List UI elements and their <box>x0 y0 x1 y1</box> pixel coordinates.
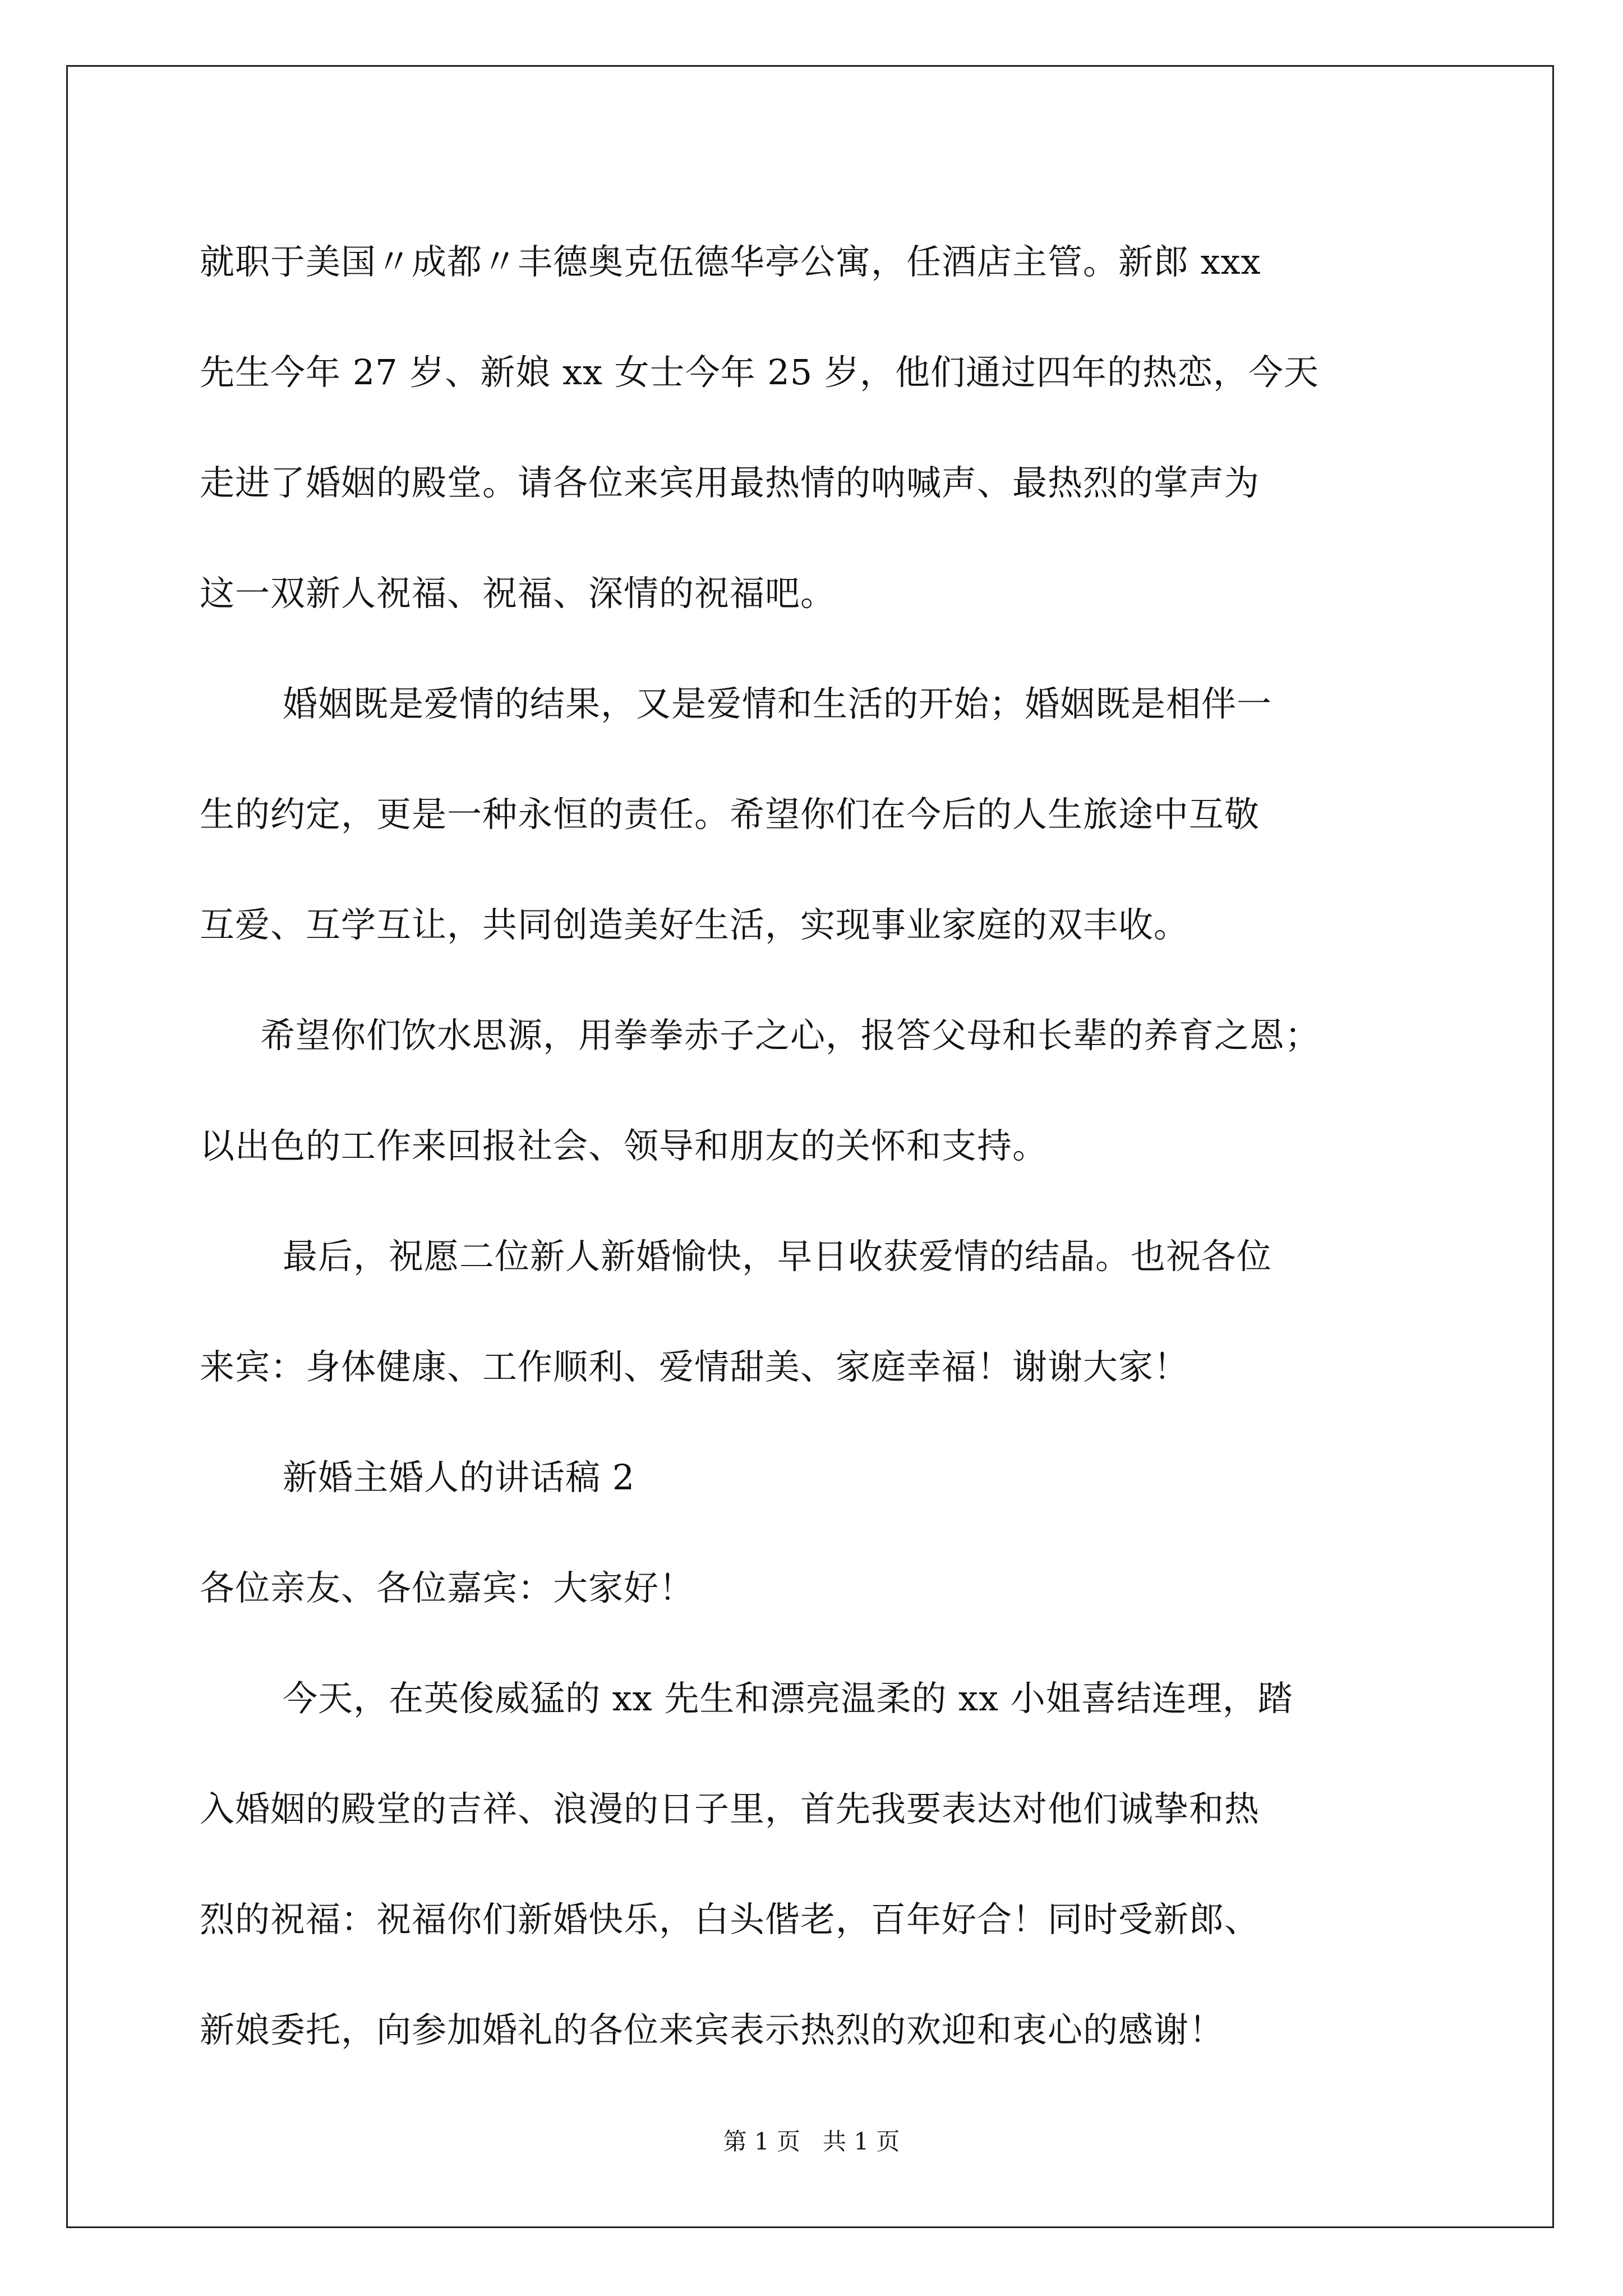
text-line: 以出色的工作来回报社会、领导和朋友的关怀和支持。 <box>200 1125 1048 1166</box>
page-footer <box>0 2123 1623 2157</box>
document-body <box>200 206 1422 2085</box>
text-line: 这一双新人祝福、祝福、深情的祝福吧。 <box>200 573 836 614</box>
text-line: 走进了婚姻的殿堂。请各位来宾用最热情的呐喊声、最热烈的掌声为 <box>200 462 1260 503</box>
text-line: 就职于美国〃成都〃丰德奥克伍德华亭公寓，任酒店主管。新郎 xxx <box>200 241 1261 282</box>
text-line: 烈的祝福：祝福你们新婚快乐，白头偕老，百年好合！同时受新郎、 <box>200 1899 1260 1940</box>
page-total: 共 1 页 <box>823 2128 900 2155</box>
paragraph-start: 今天，在英俊威猛的 xx 先生和漂亮温柔的 xx 小姐喜结连理，踏 <box>283 1678 1293 1719</box>
text-line: 新娘委托，向参加婚礼的各位来宾表示热烈的欢迎和衷心的感谢！ <box>200 2009 1225 2050</box>
text-line: 入婚姻的殿堂的吉祥、浪漫的日子里，首先我要表达对他们诚挚和热 <box>200 1788 1260 1829</box>
paragraph-start: 希望你们饮水思源，用拳拳赤子之心，报答父母和长辈的养育之恩； <box>260 1015 1321 1056</box>
page-number: 第 1 页 <box>723 2128 800 2155</box>
salutation: 各位亲友、各位嘉宾：大家好！ <box>200 1567 695 1608</box>
section-title: 新婚主婚人的讲话稿 2 <box>283 1457 635 1498</box>
text-line: 生的约定，更是一种永恒的责任。希望你们在今后的人生旅途中互敬 <box>200 794 1260 835</box>
paragraph-start: 最后，祝愿二位新人新婚愉快，早日收获爱情的结晶。也祝各位 <box>283 1236 1272 1277</box>
paragraph-start: 婚姻既是爱情的结果，又是爱情和生活的开始；婚姻既是相伴一 <box>283 683 1272 724</box>
text-line: 先生今年 27 岁、新娘 xx 女士今年 25 岁，他们通过四年的热恋，今天 <box>200 352 1319 393</box>
text-line: 互爱、互学互让，共同创造美好生活，实现事业家庭的双丰收。 <box>200 904 1189 945</box>
text-line: 来宾：身体健康、工作顺利、爱情甜美、家庭幸福！谢谢大家！ <box>200 1346 1189 1387</box>
